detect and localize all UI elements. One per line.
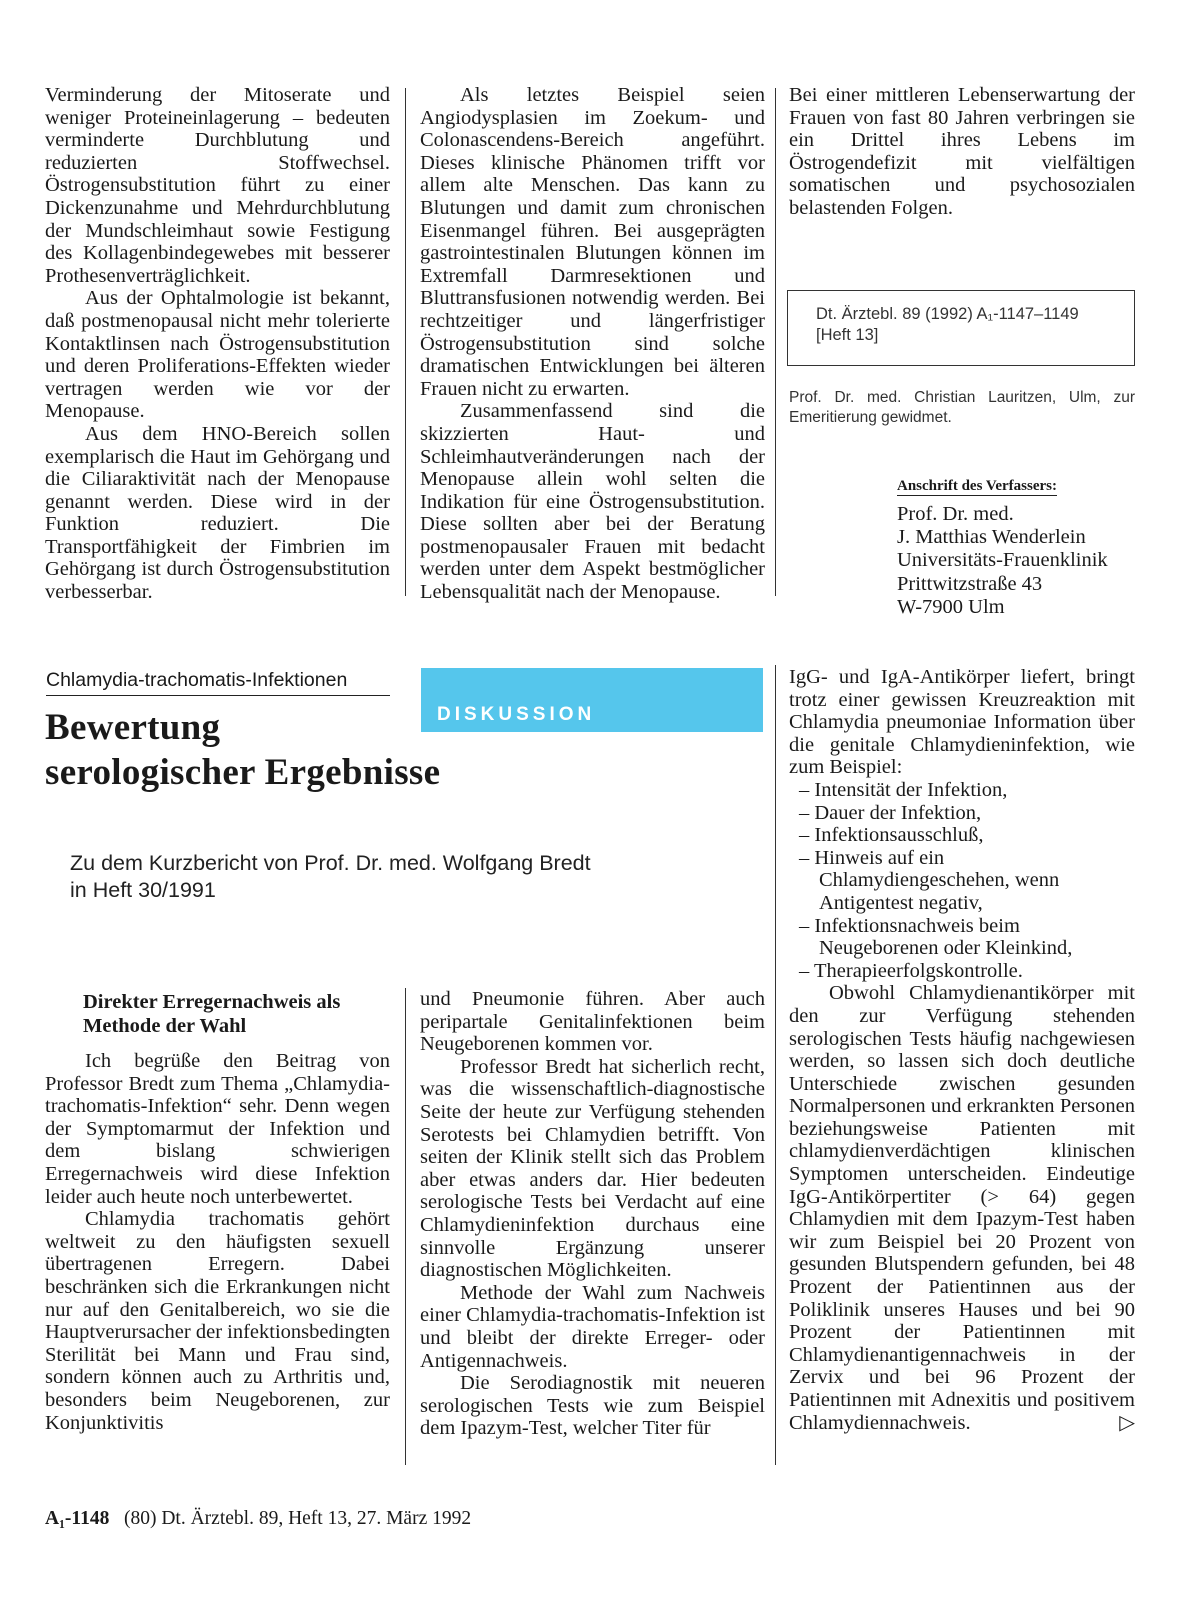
top-column-3 [789, 84, 1135, 220]
address-line: Prittwitzstraße 43 [897, 572, 1043, 595]
citation-box [787, 290, 1135, 366]
dedication-note: Prof. Dr. med. Christian Lauritzen, Ulm, zur Emeritierung gewidmet. [789, 389, 1135, 426]
paragraph: Aus der Ophtalmologie ist bekannt, daß postmenopausal nicht mehr tolerierte Kontaktlinsen nach Östrogensubstitution und deren Proliferations-Effekten wieder vertragen werden wie vor der Menopause. [45, 287, 390, 423]
column-divider [405, 988, 406, 1465]
list-item: – Infektionsausschluß, [799, 824, 984, 847]
list-item: – Intensität der Infektion, [799, 778, 1008, 801]
paragraph: Ich begrüße den Beitrag von Professor Bredt zum Thema „Chlamydia-trachomatis-Infektion“ sehr. Denn wegen der Symptomarmut der Infektion und dem bislang schwierigen Erregernachweis wird diese Infektion leider auch heute noch unterbewertet. [45, 1050, 390, 1208]
address-line: W-7900 Ulm [897, 595, 1005, 618]
paragraph: Methode der Wahl zum Nachweis einer Chlamydia-trachomatis-Infektion ist und bleibt der direkte Erreger- oder Antigennachweis. [420, 1281, 765, 1372]
author-address [897, 503, 1108, 619]
column-divider [775, 665, 776, 1465]
article-title [45, 705, 440, 795]
list-item: – Hinweis auf ein Chlamydiengeschehen, wenn Antigentest negativ, [799, 846, 1060, 914]
paragraph: Verminderung der Mitoserate und weniger Proteineinlagerung – bedeuten verminderte Durchblutung und reduzierten Stoffwechsel. Östrogensubstitution führt zu einer Dickenzunahme und Mehrdurchblutung der Mundschleimhaut sowie Festigung des Kollagenbindegewebes mit besserer Prothesenverträglichkeit. [45, 84, 390, 287]
paragraph: Bei einer mittleren Lebenserwartung der Frauen von fast 80 Jahren verbringen sie ein Drittel ihres Lebens im Östrogendefizit mit vielfältigen somatischen und psychosozialen belastenden Folgen. [789, 84, 1135, 219]
column-divider [405, 88, 406, 596]
paragraph: Die Serodiagnostik mit neueren serologischen Tests wie zum Beispiel dem Ipazym-Test, welcher Titer für [420, 1372, 765, 1440]
citation-line: Dt. Ärztebl. 89 (1992) A₁-1147–1149 [816, 305, 1079, 323]
address-line: Prof. Dr. med. [897, 503, 1014, 525]
address-heading: Anschrift des Verfassers: [897, 478, 1057, 494]
title-line: serologischer Ergebnisse [45, 752, 441, 793]
paragraph-text: Obwohl Chlamydienantikörper mit den zur Verfügung stehenden serologischen Tests häufig nachgewiesen werden, so lassen sich doch deutliche Unterschiede zwischen gesunden Normalpersonen und erkrankten Personen beziehungsweise Patienten mit chlamydienverdächtigen klinischen Symptomen unterscheiden. Eindeutige IgG-Antikörpertiter (> 64) gegen Chlamydien mit dem Ipazym-Test haben wir zum Beispiel bei 20 Prozent von gesunden Blutspendern gefunden, bei 48 Prozent der Patientinnen aus der Poliklinik unseres Hauses und bei 90 Prozent der Patientinnen mit Chlamydienantigennachweis in der Zervix und bei 96 Prozent der Patientinnen mit Adnexitis und positivem Chlamydiennachweis. [789, 982, 1135, 1434]
top-column-1 [45, 84, 390, 604]
page-number: A₁-1148 [45, 1508, 110, 1529]
continue-arrow-icon: ▷ [1119, 1411, 1135, 1434]
list-item: – Therapieerfolgskontrolle. [799, 959, 1023, 982]
section-label-box [421, 668, 763, 732]
article-kicker: Chlamydia-trachomatis-Infektionen [46, 668, 390, 696]
paragraph: Als letztes Beispiel seien Angiodysplasien im Zoekum- und Colonascendens-Bereich angeführt. Dieses klinische Phänomen trifft vor allem alte Menschen. Das kann zu Blutungen und damit zum chronischen Eisenmangel führen. Bei ausgeprägten gastrointestinalen Blutungen können im Extremfall Darmresektionen und Bluttransfusionen notwendig werden. Bei rechtzeitiger und längerfristiger Östrogensubstitution sind solche dramatischen Entwicklungen bei älteren Frauen nicht zu erwarten. [420, 84, 765, 400]
article-column-1 [45, 990, 390, 1434]
list-item: – Dauer der Infektion, [799, 801, 982, 824]
subheading: Direkter Erregernachweis als Methode der Wahl [83, 991, 341, 1037]
list-item: – Infektionsnachweis beim Neugeborenen oder Kleinkind, [799, 914, 1073, 960]
journal-reference: (80) Dt. Ärztebl. 89, Heft 13, 27. März 1992 [123, 1508, 472, 1529]
article-column-3 [789, 666, 1135, 1434]
section-label: DISKUSSION [437, 704, 596, 725]
paragraph: Chlamydia trachomatis gehört weltweit zu den häufigsten sexuell übertragenen Erregern. Dabei beschränken sich die Erkrankungen nicht nur auf den Genitalbereich, wo sie die Hauptverursacher der infektionsbedingten Sterilität bei Mann und Frau sind, sondern können auch zu Arthritis und, besonders beim Neugeborenen, zur Konjunktivitis [45, 1208, 390, 1434]
paragraph: IgG- und IgA-Antikörper liefert, bringt trotz einer gewissen Kreuzreaktion mit Chlamydia pneumoniae Information über die genitale Chlamydieninfektion, wie zum Beispiel: [789, 666, 1135, 779]
article-subtitle [70, 850, 591, 904]
page-footer [45, 1508, 471, 1530]
address-line: Universitäts-Frauenklinik [897, 549, 1108, 572]
paragraph: Zusammenfassend sind die skizzierten Haut- und Schleimhautveränderungen nach der Menopause allein wohl selten die Indikation für eine Östrogensubstitution. Diese sollten aber bei der Beratung postmenopausaler Frauen mit bedacht werden unter dem Aspekt bestmöglicher Lebensqualität nach der Menopause. [420, 400, 765, 604]
column-divider [775, 88, 776, 596]
paragraph: und Pneumonie führen. Aber auch peripartale Genitalinfektionen beim Neugeborenen kommen vor. [420, 988, 765, 1056]
citation-line: [Heft 13] [816, 326, 879, 344]
subtitle-line: Zu dem Kurzbericht von Prof. Dr. med. Wolfgang Bredt [70, 851, 591, 875]
paragraph: Professor Bredt hat sicherlich recht, was die wissenschaftlich-diagnostische Seite der heute zur Verfügung stehenden Serotests bei Chlamydien betrifft. Von seiten der Klinik stellt sich das Problem aber etwas anders dar. Hier bedeuten serologische Tests bei Verdacht auf eine Chlamydieninfektion durchaus eine sinnvolle Ergänzung unserer diagnostischen Möglichkeiten. [420, 1055, 765, 1282]
indicator-list [789, 779, 1135, 982]
article-column-2 [420, 988, 765, 1440]
subtitle-line: in Heft 30/1991 [70, 878, 216, 902]
paragraph [789, 982, 1135, 1434]
title-line: Bewertung [45, 707, 221, 748]
paragraph: Aus dem HNO-Bereich sollen exemplarisch die Haut im Gehörgang und die Ciliaraktivität nach der Menopause genannt werden. Diese wird in der Funktion reduziert. Die Transportfähigkeit der Fimbrien im Gehörgang ist durch Östrogensubstitution verbesserbar. [45, 422, 390, 604]
address-line: J. Matthias Wenderlein [897, 526, 1086, 549]
top-column-2 [420, 84, 765, 604]
